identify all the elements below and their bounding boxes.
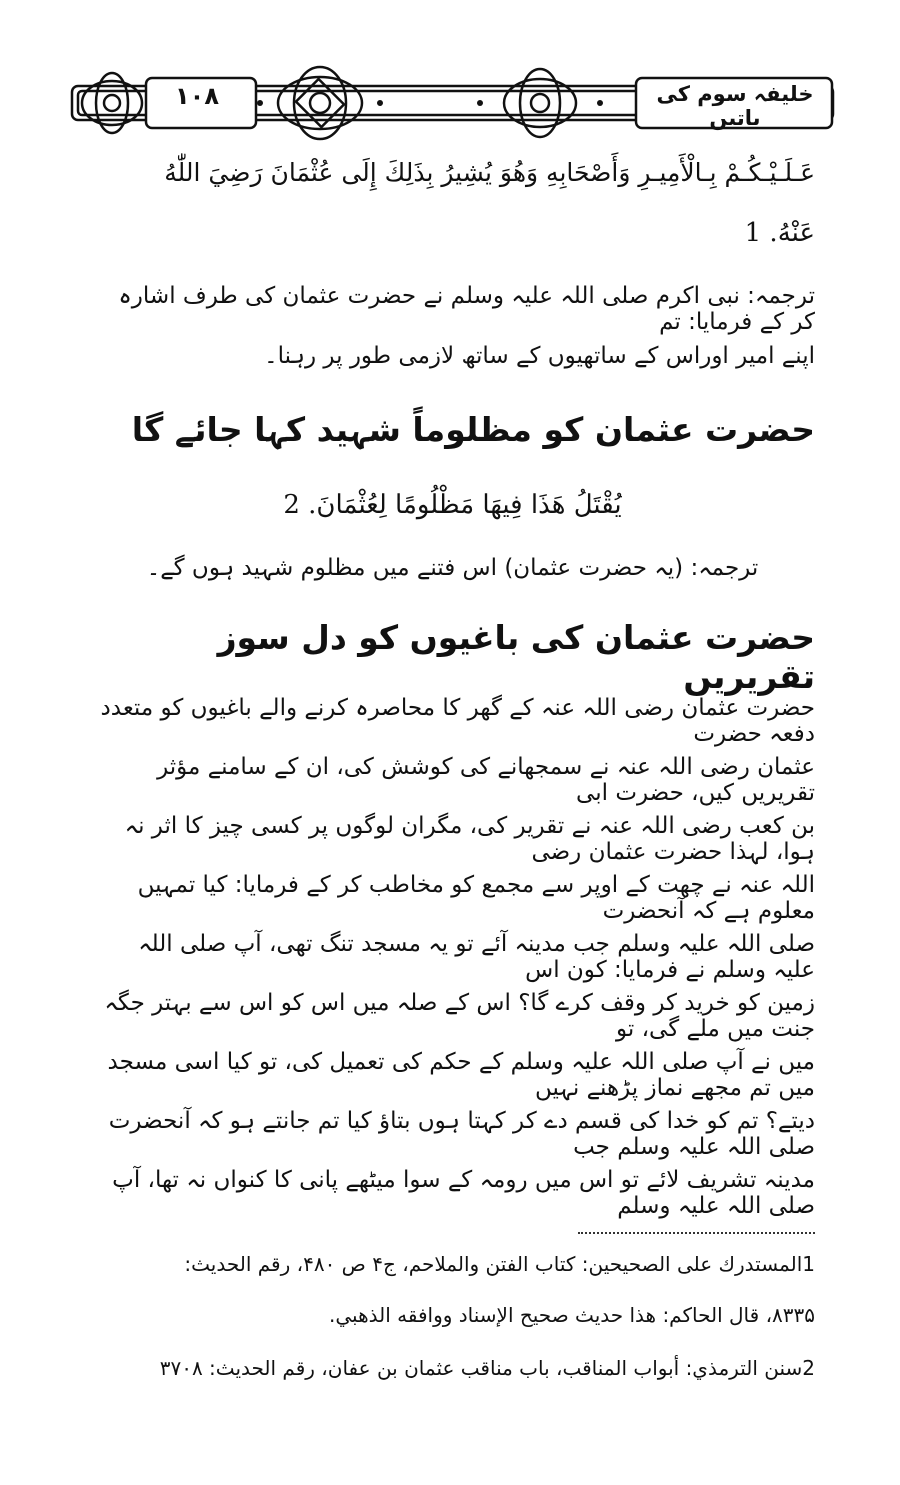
body-line: عثمان رضی اللہ عنہ نے سمجھانے کی کوشش کی، ان کے سامنے مؤثر تقریریں کیں، حضرت ابی	[157, 754, 815, 806]
body-line: میں نے آپ صلی اللہ علیہ وسلم کے حکم کی تعمیل کی، تو کیا اسی مسجد میں تم مجھے نماز پڑھنے نہیں	[107, 1049, 815, 1101]
hadith-2: يُقْتَلُ هَذَا فِيهَا مَظْلُومًا لِعُثْمَانَ. 2	[283, 490, 622, 520]
section-heading-2: حضرت عثمان کی باغیوں کو دل سوز تقریریں	[217, 618, 815, 696]
running-title: خلیفہ سوم کی باتیں	[656, 82, 814, 130]
body-line: اللہ عنہ نے چھت کے اوپر سے مجمع کو مخاطب کر کے فرمایا: کیا تمہیں معلوم ہے کہ آنحضرت	[137, 872, 815, 924]
footnote-separator	[578, 1232, 815, 1234]
body-line: بن کعب رضی اللہ عنہ نے تقریر کی، مگران لوگوں پر کسی چیز کا اثر نہ ہوا، لہذا حضرت عثمان رضی	[124, 813, 815, 865]
translation-1-line-2: اپنے امیر اوراس کے ساتھیوں کے ساتھ لازمی طور پر رہنا۔	[264, 343, 815, 369]
hadith-1-line-1: عَـلَـيْـكُـمْ بِـالْأَمِيـرِ وَأَصْحَابِهِ وَهُوَ يُشِيرُ بِذَلِكَ إِلَى عُثْمَانَ رَضِيَ اللّٰهُ	[164, 158, 815, 187]
body-line: دیتے؟ تم کو خدا کی قسم دے کر کہتا ہوں بتاؤ کیا تم جانتے ہو کہ آنحضرت صلی اللہ علیہ وسلم جب	[108, 1108, 815, 1160]
body-line: حضرت عثمان رضی اللہ عنہ کے گھر کا محاصرہ کرنے والے باغیوں کو متعدد دفعہ حضرت	[100, 695, 815, 747]
translation-2: ترجمہ: (یہ حضرت عثمان) اس فتنے میں مظلوم شہید ہوں گے۔	[146, 555, 759, 581]
translation-1-line-1: ترجمہ: نبی اکرم صلی اللہ علیہ وسلم نے حضرت عثمان کی طرف اشارہ کر کے فرمایا: تم	[118, 283, 815, 335]
footnote-1-line-1: 1المستدرك على الصحيحين: كتاب الفتن والملاحم، ج۴ ص ۴۸۰، رقم الحديث:	[184, 1252, 815, 1276]
footnote-2: 2سنن الترمذي: أبواب المناقب، باب مناقب عثمان بن عفان، رقم الحديث: ۳۷۰۸	[159, 1356, 815, 1380]
body-line: زمین کو خرید کر وقف کرے گا؟ اس کے صلہ میں اس کو اس سے بہتر جگہ جنت میں ملے گی، تو	[104, 990, 815, 1042]
section-heading-1: حضرت عثمان کو مظلوماً شہید کہا جائے گا	[131, 410, 815, 449]
hadith-1-line-2: عَنْهُ. 1	[744, 218, 815, 248]
footnote-1-line-2: ۸۳۳۵، قال الحاكم: هذا حديث صحيح الإسناد ووافقه الذهبي.	[329, 1303, 815, 1327]
body-line: مدینہ تشریف لائے تو اس میں رومہ کے سوا میٹھے پانی کا کنواں نہ تھا، آپ صلی اللہ علیہ وسلم	[112, 1167, 815, 1219]
body-line: صلی اللہ علیہ وسلم جب مدینہ آئے تو یہ مسجد تنگ تھی، آپ صلی اللہ علیہ وسلم نے فرمایا: کون اس	[138, 931, 815, 983]
page-number: ۱۰۸	[175, 82, 219, 110]
